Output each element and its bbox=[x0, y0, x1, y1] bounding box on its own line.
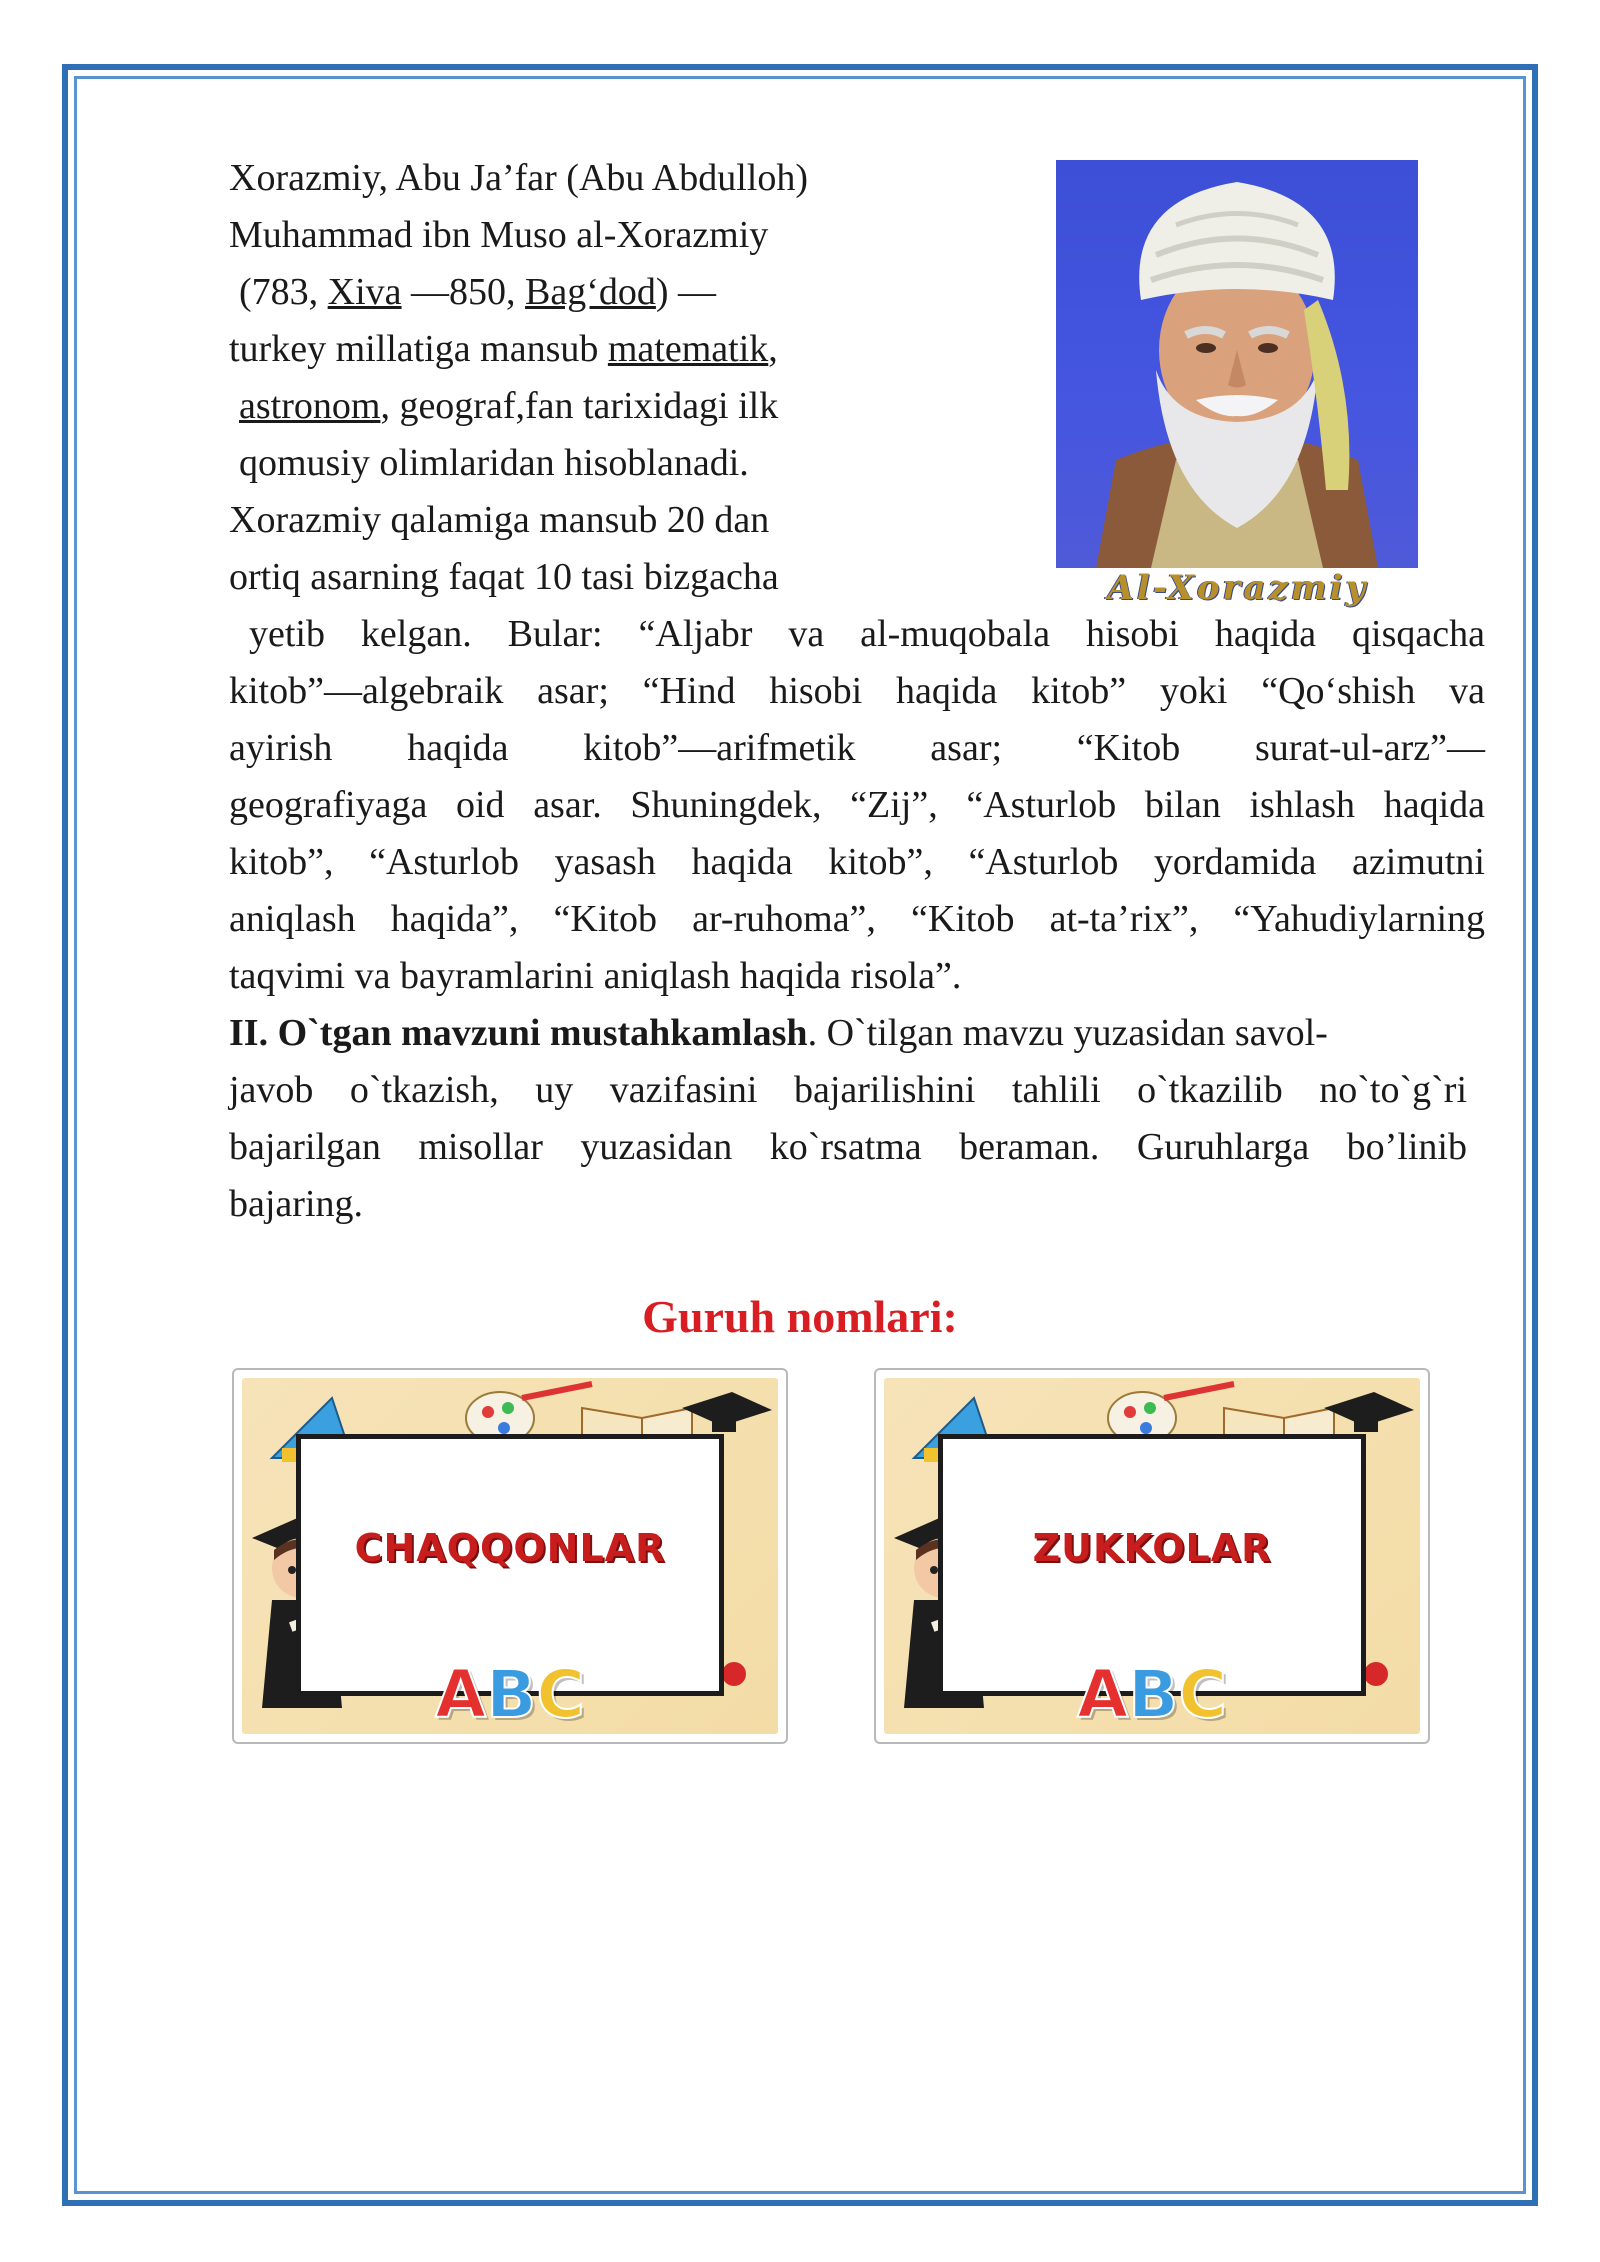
abc-letter-b: B bbox=[486, 1656, 537, 1733]
section2-line-1 bbox=[229, 1005, 1328, 1062]
intro-line-8: ortiq asarning faqat 10 tasi bizgacha bbox=[229, 556, 779, 598]
body-line: geografiyaga oid asar. Shuningdek, “Zij”, “Asturlob bilan ishlash haqida bbox=[229, 784, 1485, 826]
section2-line-3: bajarilgan misollar yuzasidan ko`rsatma beraman. Guruhlarga bo’linib bbox=[229, 1126, 1467, 1168]
abc-letters bbox=[884, 1656, 1420, 1733]
link-matematik[interactable]: matematik bbox=[607, 328, 769, 370]
intro-line-7: Xorazmiy qalamiga mansub 20 dan bbox=[229, 499, 770, 541]
section2-text: . O`tilgan mavzu yuzasidan savol- bbox=[807, 1012, 1328, 1054]
intro-text: turkey millatiga mansub bbox=[229, 328, 608, 370]
body-line: kitob”—algebraik asar; “Hind hisobi haqida kitob” yoki “Qo‘shish va bbox=[229, 670, 1485, 712]
group-name-label: ZUKKOLAR bbox=[1032, 1526, 1272, 1570]
link-astronom[interactable]: astronom bbox=[239, 385, 381, 427]
intro-text: —850, bbox=[401, 271, 526, 313]
abc-letter-a: A bbox=[435, 1656, 487, 1733]
section2-heading: II. O`tgan mavzuni mustahkamlash bbox=[229, 1012, 808, 1054]
card-background bbox=[884, 1378, 1420, 1734]
intro-line-4 bbox=[229, 321, 778, 378]
section2-line-4: bajaring. bbox=[229, 1183, 364, 1225]
intro-text: , geograf,fan tarixidagi ilk bbox=[380, 385, 779, 427]
portrait-caption: Al-Xorazmiy bbox=[1107, 568, 1369, 608]
body-line-last: taqvimi va bayramlarini aniqlash haqida risola”. bbox=[229, 955, 962, 997]
abc-letters bbox=[242, 1656, 778, 1733]
intro-text: , bbox=[768, 328, 778, 370]
portrait-scholar-icon bbox=[1056, 160, 1418, 568]
body-line: yetib kelgan. Bular: “Aljabr va al-muqobala hisobi haqida qisqacha bbox=[249, 613, 1485, 655]
intro-line-3 bbox=[239, 264, 716, 321]
group-card-1 bbox=[232, 1368, 788, 1744]
groups-title: Guruh nomlari: bbox=[642, 1291, 958, 1342]
abc-letter-c: C bbox=[536, 1656, 585, 1733]
group-name-label: CHAQQONLAR bbox=[354, 1526, 666, 1570]
abc-letter-b: B bbox=[1128, 1656, 1179, 1733]
intro-text: (783, bbox=[239, 271, 328, 313]
intro-line-6: qomusiy olimlaridan hisoblanadi. bbox=[239, 442, 749, 484]
intro-line-5 bbox=[239, 378, 778, 435]
group-card-2 bbox=[874, 1368, 1430, 1744]
body-line: kitob”, “Asturlob yasash haqida kitob”, “Asturlob yordamida azimutni bbox=[229, 841, 1485, 883]
portrait-image bbox=[1056, 160, 1418, 568]
intro-text: ) — bbox=[655, 271, 717, 313]
body-line: ayirish haqida kitob”—arifmetik asar; “Kitob surat-ul-arz”— bbox=[229, 727, 1485, 769]
section2-line-2: javob o`tkazish, uy vazifasini bajarilishini tahlili o`tkazilib no`to`g`ri bbox=[229, 1069, 1467, 1111]
link-bagdod[interactable]: Bag‘dod bbox=[525, 271, 656, 313]
abc-letter-c: C bbox=[1178, 1656, 1227, 1733]
intro-line-2: Muhammad ibn Muso al-Xorazmiy bbox=[229, 214, 769, 256]
card-background bbox=[242, 1378, 778, 1734]
abc-letter-a: A bbox=[1077, 1656, 1129, 1733]
intro-line-1: Xorazmiy, Abu Ja’far (Abu Abdulloh) bbox=[229, 157, 809, 199]
body-line: aniqlash haqida”, “Kitob ar-ruhoma”, “Kitob at-ta’rix”, “Yahudiylarning bbox=[229, 898, 1485, 940]
link-xiva[interactable]: Xiva bbox=[327, 271, 402, 313]
